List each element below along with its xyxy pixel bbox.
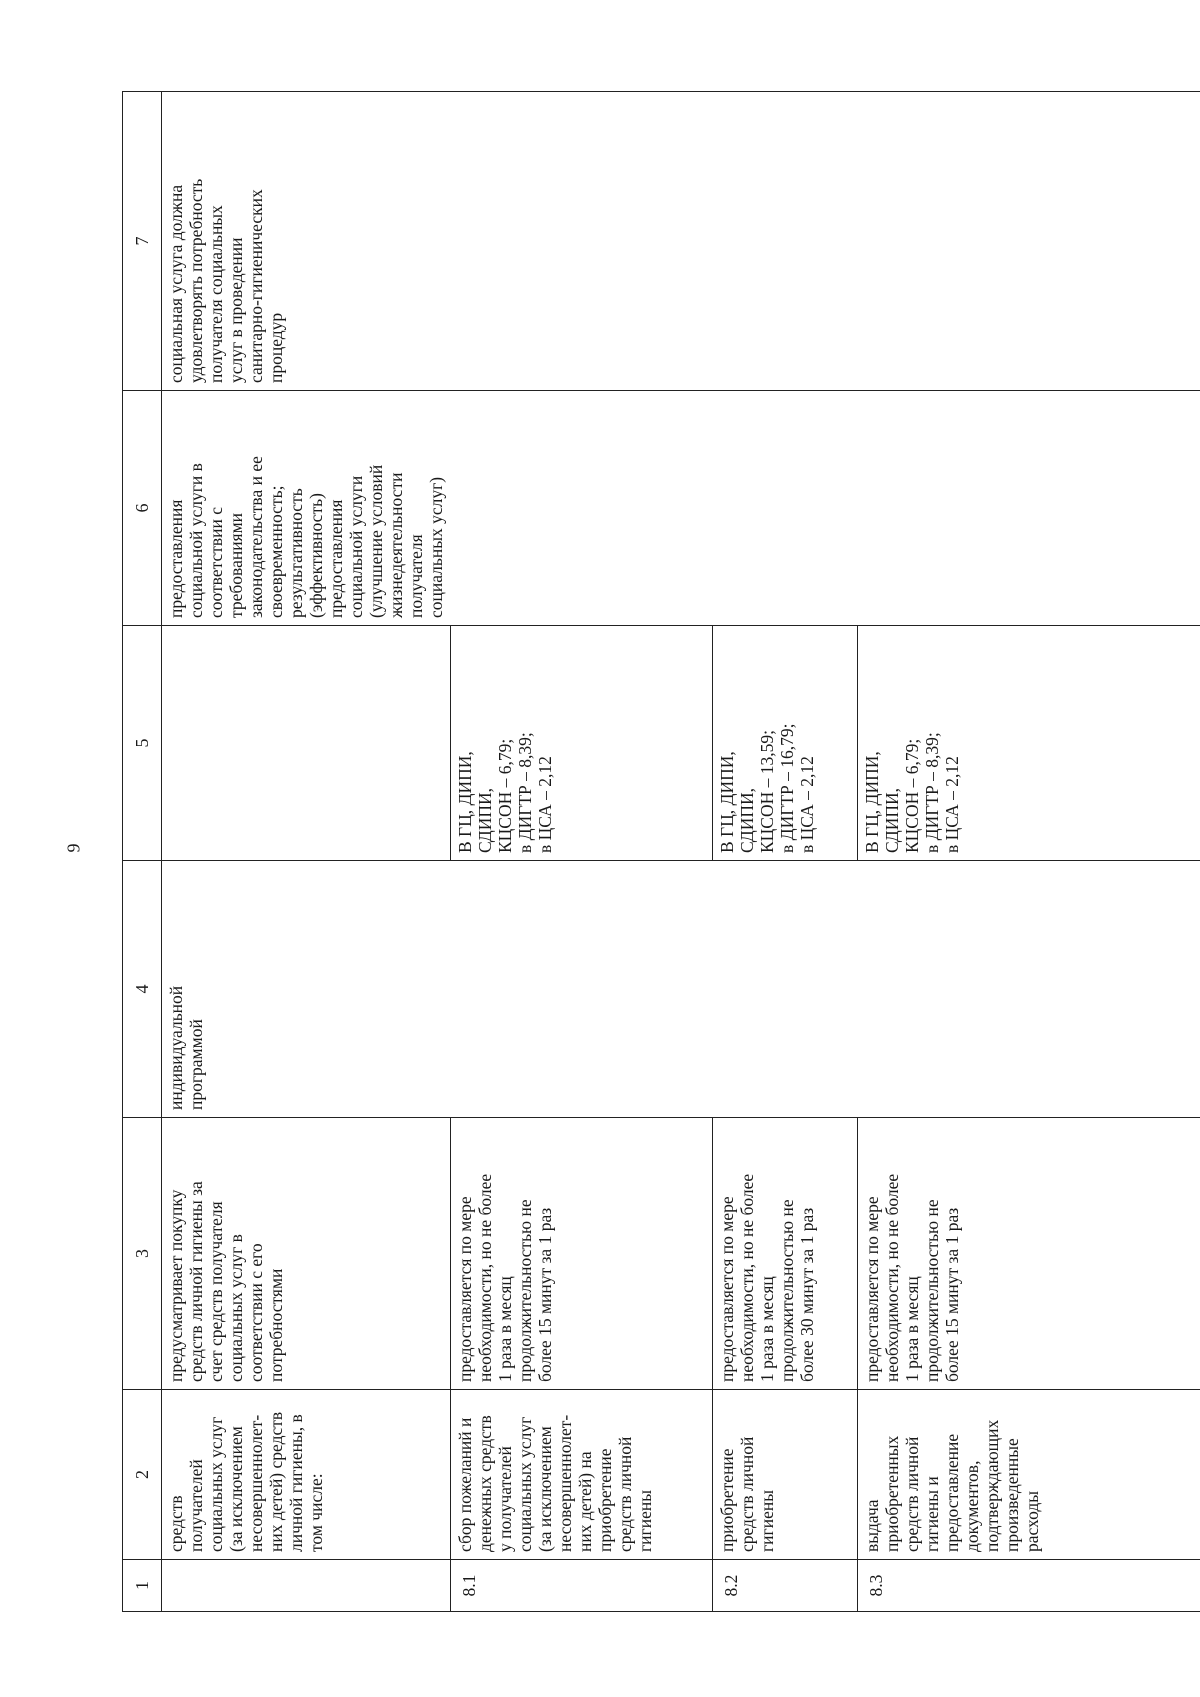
quality-indicators: [857, 391, 1200, 626]
row-number: 8.3: [857, 1560, 1200, 1612]
header-cell: 4: [123, 861, 162, 1118]
provision-conditions: [857, 92, 1200, 391]
quality-indicators: предоставления социальной услуги в соответствии с требованиями законодательства и ее своевременность; результативность (эффективность) предоставления социальной услуги (улучшение условий жизнедеятельности получателя социальных услуг): [162, 391, 451, 626]
header-cell: 5: [123, 626, 162, 861]
service-description: предоставляется по мере необходимости, но не более 1 раза в месяц продолжительностью не более 30 минут за 1 раз: [712, 1118, 857, 1390]
header-row: [123, 92, 162, 1612]
table-row: [162, 92, 451, 1612]
header-cell: 2: [123, 1390, 162, 1560]
table-row: [857, 92, 1200, 1612]
service-tariff: В ГЦ, ДИПИ, СДИПИ, КЦСОН – 6,79; в ДИГТР – 8,39; в ЦСА – 2,12: [857, 626, 1200, 861]
service-volume: [450, 861, 712, 1118]
service-name: сбор пожеланий и денежных средств у получателей социальных услуг (за исключением несовершеннолет- них детей) на приобретение средств личной гигиены: [450, 1390, 712, 1560]
service-volume: индивидуальной программой: [162, 861, 451, 1118]
service-description: предоставляется по мере необходимости, но не более 1 раза в месяц продолжительностью не более 15 минут за 1 раз: [450, 1118, 712, 1390]
row-number: 8.2: [712, 1560, 857, 1612]
header-cell: 6: [123, 391, 162, 626]
rotated-page-content: [122, 92, 1122, 1612]
service-tariff: В ГЦ, ДИПИ, СДИПИ, КЦСОН – 13,59; в ДИГТР – 16,79; в ЦСА – 2,12: [712, 626, 857, 861]
row-number: 8.1: [450, 1560, 712, 1612]
table-row: [712, 92, 857, 1612]
quality-indicators: [450, 391, 712, 626]
service-tariff: [162, 626, 451, 861]
service-name: средств получателей социальных услуг (за исключением несовершеннолет- них детей) средств личной гигиены, в том числе:: [162, 1390, 451, 1560]
service-name: приобретение средств личной гигиены: [712, 1390, 857, 1560]
page-number: 9: [63, 843, 84, 853]
service-volume: [857, 861, 1200, 1118]
service-description: предусматривает покупку средств личной гигиены за счет средств получателя социальных услуг в соответствии с его потребностями: [162, 1118, 451, 1390]
row-number: [162, 1560, 451, 1612]
service-volume: [712, 861, 857, 1118]
header-cell: 3: [123, 1118, 162, 1390]
service-tariff: В ГЦ, ДИПИ, СДИПИ, КЦСОН – 6,79; в ДИГТР – 8,39; в ЦСА – 2,12: [450, 626, 712, 861]
services-table: [122, 91, 1200, 1612]
service-name: выдача приобретенных средств личной гигиены и предоставление документов, подтверждающих произведенные расходы: [857, 1390, 1200, 1560]
header-cell: 7: [123, 92, 162, 391]
header-cell: 1: [123, 1560, 162, 1612]
service-description: предоставляется по мере необходимости, но не более 1 раза в месяц продолжительностью не более 15 минут за 1 раз: [857, 1118, 1200, 1390]
provision-conditions: [450, 92, 712, 391]
quality-indicators: [712, 391, 857, 626]
table-row: [450, 92, 712, 1612]
provision-conditions: [712, 92, 857, 391]
provision-conditions: социальная услуга должна удовлетворять потребность получателя социальных услуг в проведении санитарно-гигиенических процедур: [162, 92, 451, 391]
